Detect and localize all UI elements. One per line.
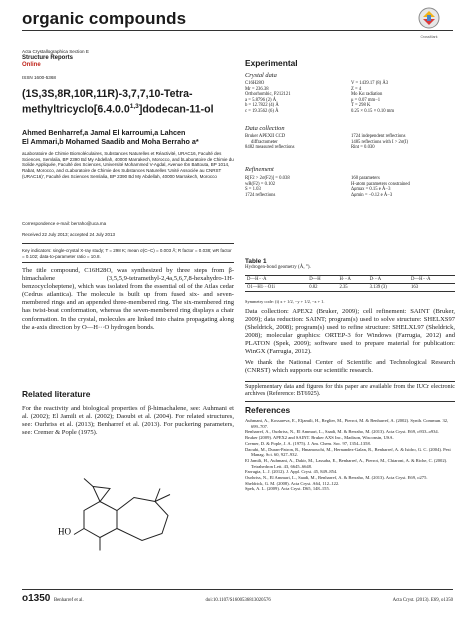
footer-rule [22, 589, 453, 590]
reference-item: Bruker (2009). APEX2 and SAINT. Bruker AXS Inc., Madison, Wisconsin, USA. [245, 435, 394, 441]
crossmark-caption: CrossMark [420, 35, 438, 39]
table-cell: 163 [409, 284, 455, 292]
refinement-item: Δρmin = −0.12 e Å−3 [351, 192, 393, 198]
collection-item: 8482 measured reflections [245, 145, 295, 151]
refinement-item: 1724 reflections [245, 192, 276, 198]
collection-item: Bruker APEXII CCD [245, 134, 286, 139]
data-collection-paragraph: Data collection: APEX2 (Bruker, 2009); cell refinement: SAINT (Bruker, 2009); data reduction: SAINT; program(s) used to solve structure: SHELXS97 (Sheldrick, 2008); program(s) used to refine structure: SHELXL97 (Sheldrick, 2008); molecular graphics: ORTEP-3 for Windows (Farrugia, 2012) and PLATON (Spek, 2009); software used to prepare material for publication: WinGX (Farrugia, 2012). [245, 308, 455, 356]
section-title: organic compounds [22, 9, 187, 28]
table-cell: 0.82 [307, 284, 337, 292]
data-collection [245, 134, 455, 151]
collection-item: 1724 independent reflections [351, 134, 406, 139]
reference-item: El Jamili, H., Auhmani, A., Dakir, M., Lassaba, E., Benharref, A., Pierrot, M., Chiaroni, A. & Riche, C. (2002). Tetrahedron Lett. 43, 6645–6648. [245, 457, 448, 469]
crystal-item: Mo Kα radiation [351, 92, 383, 98]
table-cell: 3.139 (3) [368, 284, 409, 292]
data-collection-heading: Data collection [245, 125, 285, 132]
refinement-heading: Refinement [245, 166, 274, 173]
crystal-data [245, 81, 455, 115]
footer-authors: Benharref et al. [53, 598, 84, 603]
reference-item: Spek, A. L. (2009). Acta Cryst. D65, 148–155. [245, 486, 330, 492]
reference-item: Auhmani, A., Kossareva, E., Eljamili, H., Reglier, M., Pierrot, M. & Benharref, A. (2002). Synth. Commun. 32, 699–707. [245, 418, 449, 429]
authors [22, 128, 234, 147]
table-row [245, 284, 455, 292]
supplementary-note: Supplementary data and figures for this paper are available from the IUCr electronic archives (Reference: BT6925). [245, 381, 455, 402]
table-header: D—H [307, 276, 337, 284]
table-title [245, 258, 455, 270]
key-indicators: Key indicators: single-crystal X-ray study; T = 298 K; mean σ(C–C) = 0.003 Å; R factor = 0.038; wR factor = 0.102; data-to-parameter ratio = 10.8. [22, 248, 232, 259]
table-header: D···A [368, 276, 409, 284]
table-number: Table 1 [245, 258, 267, 265]
crystal-item: Orthorhombic, P212121 [245, 92, 291, 98]
references-heading: References [245, 405, 291, 415]
collection-right [351, 134, 455, 151]
related-literature-text: For the reactivity and biological properties of β-himachalene, see: Auhmani et al. (2002); El Jamili et al. (2002); Daoubi et al. (2004). For related structures, see: Ourhriss et al. (2013); Benharref et al. (2013). For puckering parameters, see: Cremer & Pople (1975). [22, 405, 234, 437]
refinement-right [351, 176, 455, 198]
affiliation-text: aLaboratoire de Chimie Biomoléculaires, Substances Naturelles et Réactivité, URAC16, Faculté des Sciences, Semlalia, BP 2390 Bd My Abdellah, 40000 Marrakech, Morocco, and bLaboratoire de Chimie du Solide Appliquée, Faculté des Sciences, Université Mohammed V-Agdal, Avenue Ibn Battouta, BP 1014, Rabat, Morocco, and cLaboratoire de Chimie des Substances Naturelles 'Unité Associée au CNRST (URAC16)', Faculté des Sciences Semlalia, BP 2390 Bd My Abdellah, 40000 Marrakech, Morocco [22, 151, 234, 179]
crystal-item: μ = 0.07 mm−1 [351, 97, 381, 103]
symmetry-note: Symmetry code: (i) x + 1/2, −y + 1/2, −z + 1. [245, 299, 325, 304]
table-cell: 2.35 [337, 284, 367, 292]
collection-item: diffractometer [251, 139, 278, 145]
table-header: D—H···A [409, 276, 455, 284]
crystal-item: C16H28O [245, 81, 265, 86]
refinement-left [245, 176, 349, 198]
authors-line-2: El Ammari,b Mohamed Saadib and Moha Berraho a* [22, 137, 199, 147]
refinement-item: 160 parameters [351, 176, 380, 181]
reference-item: Farrugia, L. J. (2012). J. Appl. Cryst. 45, 849–854. [245, 469, 338, 475]
crystal-item: 0.25 × 0.15 × 0.10 mm [351, 108, 395, 114]
article-title [22, 88, 234, 116]
reference-item: Cremer, D. & Pople, J. A. (1975). J. Am. Chem. Soc. 97, 1354–1358. [245, 440, 371, 446]
title-text-2: methyltricyclo[6.4.0.0 [22, 103, 130, 116]
reference-item: Ourhriss, N., El Ammari, L., Saadi, M., Benharref, A. & Berraho, M. (2013). Acta Cryst. E69, o275. [245, 475, 428, 481]
journal-structure-reports: Structure Reports [22, 54, 74, 61]
authors-line-1: Ahmed Benharref,a Jamal El karroumi,a Lahcen [22, 128, 186, 137]
issn: ISSN 1600-5368 [22, 75, 56, 80]
footer-doi[interactable]: doi:10.1107/S1600536813020576 [205, 598, 271, 603]
reference-item: Daoubi, M., Duran-Patron, R., Hmamouchi, M., Hernandez-Galan, R., Benharref, A. & Isidro, G. C. (2004). Pest Manag. Sci. 60, 927–932. [245, 446, 451, 458]
related-literature-heading: Related literature [22, 389, 91, 399]
hydroxyl-label: HO [58, 526, 71, 537]
crystal-data-right [351, 81, 455, 115]
header-rule [22, 30, 453, 31]
crystal-item: b = 12.7822 (4) Å [245, 103, 279, 109]
acknowledgement: We thank the National Center of Scientific and Technological Research (CNRST) which supports our scientific research. [245, 359, 455, 375]
table-caption: Hydrogen-bond geometry (Å, °). [245, 265, 311, 270]
reference-item: Sheldrick, G. M. (2008). Acta Cryst. A64, 112–122. [245, 480, 340, 486]
refinement-item: S = 1.03 [245, 187, 261, 193]
table-header-row [245, 276, 455, 284]
journal-block [22, 49, 234, 69]
abstract: The title compound, C16H28O, was synthesized by three steps from β-himachalene (3,5,5,9-tetramethyl-2,4a,5,6,7,8-hexahydro-1H-benzocycloheptene), which was isolated from the essential oil of the Atlas cedar (Cedrus atlantica). The molecule is built up from fused six- and seven-membered rings and an appended three-membered ring. The six-membered ring has twist-boat conformation, whereas the seven-membered ring displays a chair conformation. In the crystal, molecules are linked into chains propagating along the a-axis direction by O—H···O hydrogen bonds. [22, 267, 234, 331]
footer-citation: Acta Cryst. (2013). E69, o1350 [392, 598, 453, 603]
refinement-item: wR(F2) = 0.102 [245, 181, 276, 187]
journal-name: Acta Crystallographica Section E [22, 49, 89, 54]
crystal-data-left [245, 81, 349, 115]
refinement-item: H-atom parameters constrained [351, 181, 410, 187]
indicators-rule [22, 262, 234, 263]
title-text-2-end: ]dodecan-11-ol [138, 103, 214, 116]
collection-left [245, 134, 349, 151]
title-superscript: 1,3 [129, 102, 139, 110]
hydrogen-bond-table [245, 275, 455, 292]
refinement-item: Δρmax = 0.15 e Å−3 [351, 187, 391, 193]
dates-rule [22, 243, 234, 244]
crystal-item: c = 19.3562 (6) Å [245, 108, 279, 114]
table-header: H···A [337, 276, 367, 284]
table-header: D—H···A [245, 276, 307, 284]
footer-left [22, 593, 84, 604]
crystal-item: V = 1439.17 (8) Å3 [351, 81, 389, 86]
page-footer [22, 593, 453, 604]
crystal-item: Z = 4 [351, 86, 362, 92]
journal-online: Online [22, 62, 41, 68]
received-dates: Received 22 July 2013; accepted 24 July 2013 [22, 232, 116, 237]
reference-item: Benharref, A., Ourhriss, N., El Ammari, L., Saadi, M. & Berraho, M. (2013). Acta Cryst. E69, o933–o934. [245, 429, 439, 435]
references-list [245, 418, 455, 492]
crystal-item: a = 5.8796 (2) Å [245, 97, 277, 103]
crystal-item: Mr = 236.38 [245, 86, 269, 92]
refinement [245, 176, 455, 198]
collection-item: Rint = 0.030 [351, 145, 375, 151]
table-cell: O1—H1···O1i [245, 284, 307, 292]
collection-item: 1485 reflections with I > 2σ(I) [351, 139, 409, 145]
affiliations [22, 151, 234, 181]
title-line-1: (1S,3S,8R,10R,11R)-3,7,7,10-Tetra- [22, 88, 193, 100]
crystal-data-heading: Crystal data [245, 72, 277, 79]
experimental-heading: Experimental [245, 58, 298, 68]
correspondence-email[interactable]: Correspondence e-mail: berraho@uca.ma [22, 221, 107, 226]
title-line-2 [22, 101, 234, 116]
refinement-item: R[F2 > 2σ(F2)] = 0.038 [245, 176, 290, 181]
molecule-structure-diagram [22, 463, 234, 558]
page-number: o1350 [22, 593, 51, 604]
crystal-item: T = 298 K [351, 103, 371, 109]
